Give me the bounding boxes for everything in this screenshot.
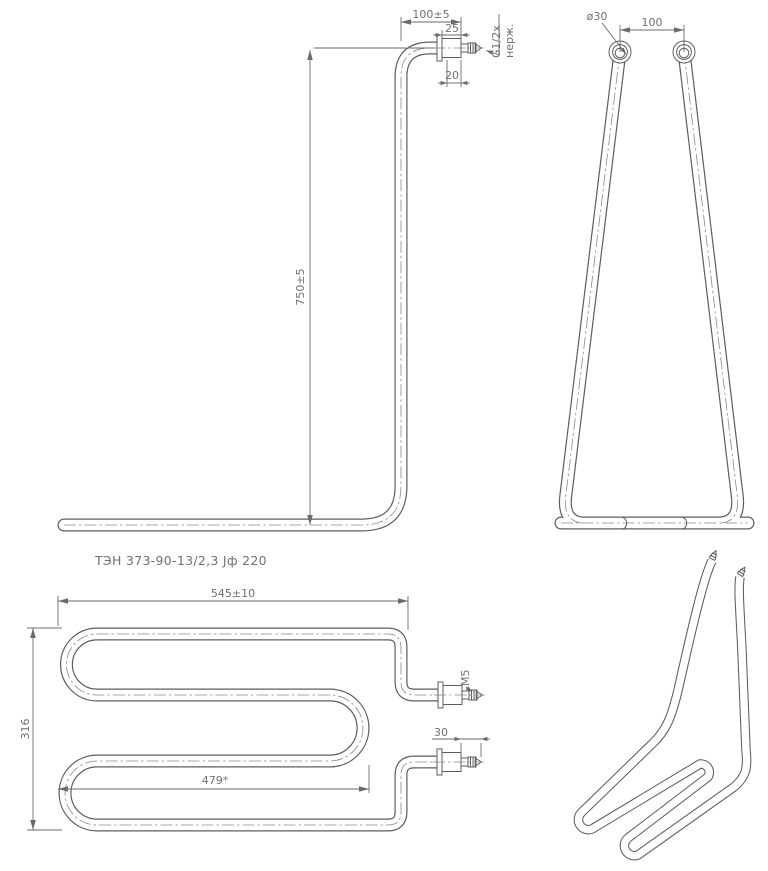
dim-label-100-5: 100±5 bbox=[412, 8, 450, 21]
terminal-fitting-side bbox=[433, 35, 484, 61]
part-designation: ТЭН 373-90-13/2,3 Jф 220 bbox=[95, 553, 267, 568]
side-view bbox=[64, 8, 516, 525]
dim-label-30: 30 bbox=[434, 726, 448, 739]
terminal-fitting-lower bbox=[433, 749, 484, 775]
dim-label-20: 20 bbox=[445, 69, 459, 82]
terminal-tip-right bbox=[737, 566, 747, 577]
dimension-750-5 bbox=[294, 50, 310, 525]
dim-label-m5: M5 bbox=[459, 669, 472, 686]
serpentine-tube bbox=[65, 634, 447, 825]
thread-spec-line2: нерж. bbox=[503, 23, 516, 58]
dim-label-545-10: 545±10 bbox=[210, 587, 256, 600]
front-view-tubes bbox=[561, 52, 748, 530]
dim-label-316: 316 bbox=[19, 718, 32, 740]
side-view-tube bbox=[64, 48, 441, 525]
tube-centerline bbox=[65, 634, 447, 825]
dim-label-25: 25 bbox=[445, 22, 459, 35]
isometric-tube bbox=[578, 561, 746, 856]
dim-label-100: 100 bbox=[641, 16, 663, 29]
thread-spec-line1: G1/2x bbox=[490, 25, 503, 58]
dimension-479 bbox=[58, 765, 369, 793]
dimension-20 bbox=[438, 60, 470, 87]
thread-spec-callout bbox=[486, 14, 516, 58]
plan-view bbox=[19, 553, 490, 830]
dimension-316 bbox=[19, 628, 62, 830]
terminal-tip-left bbox=[709, 549, 718, 560]
isometric-view bbox=[578, 549, 747, 855]
dimension-25 bbox=[433, 22, 470, 36]
dim-label-479: 479* bbox=[201, 774, 229, 787]
dimension-545-10 bbox=[58, 587, 408, 630]
tube-centerline bbox=[64, 48, 441, 525]
front-view bbox=[561, 10, 748, 530]
dim-label-dia30: ø30 bbox=[586, 10, 608, 23]
dim-label-750-5: 750±5 bbox=[294, 268, 307, 306]
